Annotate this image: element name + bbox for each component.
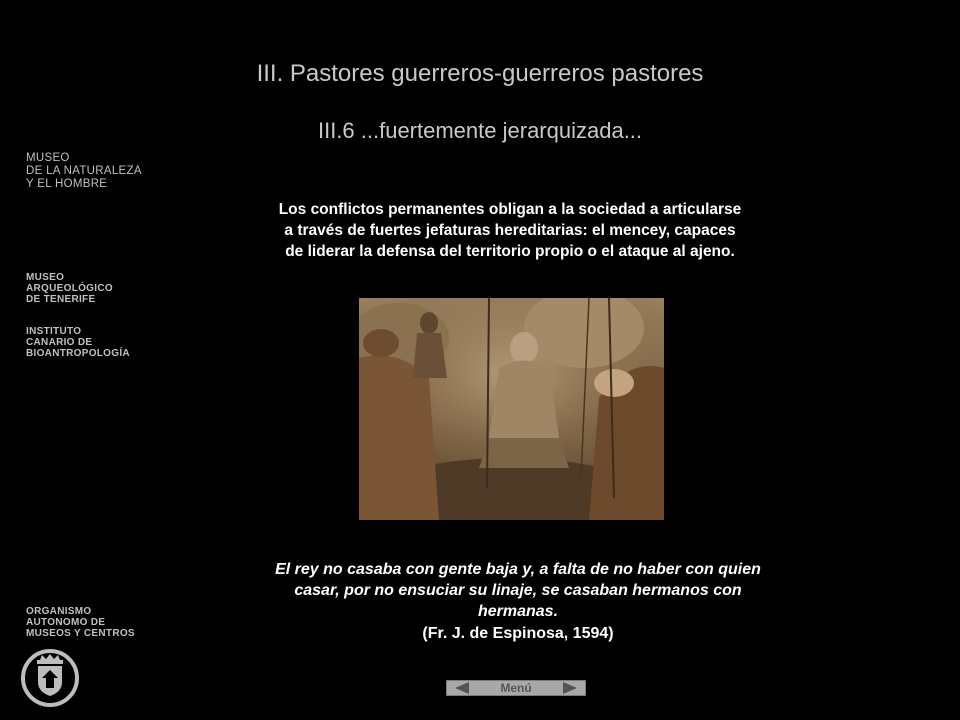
- logo-line: INSTITUTO: [26, 326, 82, 337]
- logo-line: Y EL HOMBRE: [26, 178, 108, 190]
- logo-line: MUSEO: [26, 272, 65, 283]
- logo-line: MUSEO: [26, 152, 70, 164]
- logo-line: BIOANTROPOLOGÍA: [26, 348, 130, 359]
- page-title: III. Pastores guerreros-guerreros pastores: [256, 60, 704, 87]
- quote-line: hermanas.: [477, 603, 559, 620]
- section-subtitle: III.6 ...fuertemente jerarquizada...: [317, 118, 643, 143]
- museo-naturaleza-logo: [26, 152, 142, 191]
- museo-arqueologico-logo: [26, 272, 113, 305]
- logo-line: ORGANISMO: [26, 606, 92, 617]
- quote-citation: (Fr. J. de Espinosa, 1594): [422, 625, 614, 642]
- quote-line: casar, por no ensuciar su linaje, se casaban hermanos con: [294, 582, 742, 599]
- quote-line: El rey no casaba con gente baja y, a falta de no haber con quien: [275, 561, 761, 578]
- logo-line: AUTONOMO DE: [26, 617, 106, 628]
- logo-line: CANARIO DE: [26, 337, 93, 348]
- menu-button[interactable]: Menú: [500, 681, 532, 695]
- logo-line: MUSEOS Y CENTROS: [26, 628, 135, 639]
- previous-arrow-icon[interactable]: [451, 681, 475, 695]
- logo-line: ARQUEOLÓGICO: [26, 283, 113, 294]
- intro-line: Los conflictos permanentes obligan a la sociedad a articularse: [278, 201, 742, 218]
- navigation-bar: [446, 680, 586, 696]
- intro-line: de liderar la defensa del territorio propio o el ataque al ajeno.: [285, 243, 735, 260]
- guanche-chief-photo: [359, 298, 664, 520]
- historical-quote: [228, 559, 808, 622]
- logo-line: DE LA NATURALEZA: [26, 165, 142, 177]
- instituto-logo: [26, 326, 130, 359]
- next-arrow-icon[interactable]: [557, 681, 581, 695]
- logo-line: DE TENERIFE: [26, 294, 96, 305]
- organismo-logo: [26, 606, 135, 639]
- intro-line: a través de fuertes jefaturas hereditarias: el mencey, capaces: [284, 222, 736, 239]
- intro-paragraph: [230, 199, 790, 262]
- cabildo-crest-icon: [20, 648, 80, 708]
